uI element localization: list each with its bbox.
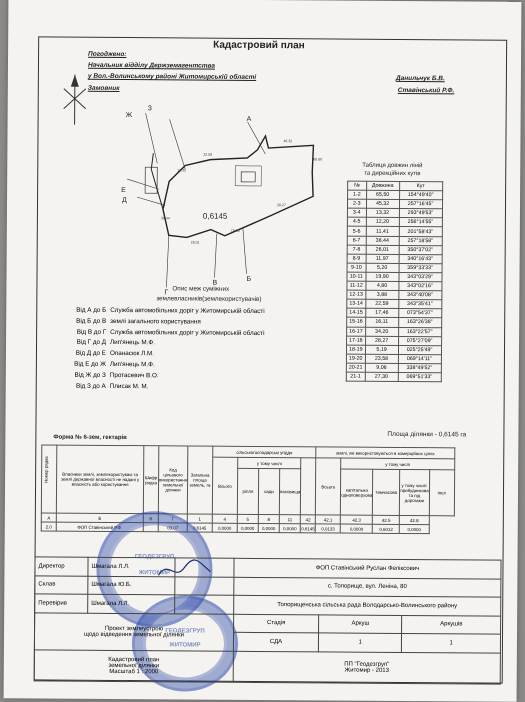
sheets-label: Аркушів (402, 615, 501, 634)
lines-cell-length: 28,27 (365, 336, 398, 345)
neighbor-owner: Плисак М. М. (109, 382, 149, 390)
neighbor-segment: Від В до Г (76, 328, 107, 336)
neighbor-row (66, 382, 265, 394)
neighbor-owner: Служба автомобільних доріг у Житомирській області (110, 328, 265, 337)
lines-cell-length: 9,08 (365, 363, 398, 372)
director-name: Шмагала Л.Л. (88, 557, 175, 576)
form6-data-row-cell: 0,0000 (279, 524, 300, 533)
form6-h-com-incl: у тому числі (341, 458, 454, 470)
project-line-1: Проект землеустрою (104, 625, 164, 632)
company-name: ПП "Геодезгруп" (344, 661, 390, 668)
form6-letters-row-cell: Б (56, 513, 143, 523)
lines-table-title-2: та дирекційних кутів (364, 170, 421, 178)
neighbor-owner: Протасевич В.О. (109, 371, 159, 380)
neighbors-title-1: Опис меж суміжних (172, 285, 230, 293)
neighbor-owner: Лип'янець М.Ф. (110, 339, 155, 347)
lines-cell-length: 38,44 (366, 236, 399, 245)
lines-cell-length: 13,32 (366, 209, 399, 218)
sheet-value: 1 (319, 633, 402, 652)
lines-cell-segment: 21-1 (346, 372, 365, 381)
neighbor-segment: Від А до Б (76, 306, 107, 314)
form6-letters-row-cell: 1 (187, 514, 212, 523)
neighbor-segment: Від З до А (76, 382, 106, 390)
form6-h-capital: капітальна одноповерхова (341, 469, 373, 515)
lines-cell-segment: 13-14 (347, 299, 366, 308)
form6-letters-row-cell: 42.3 (341, 515, 373, 524)
form6-h-pastures: пасовища (279, 469, 301, 515)
lines-cell-length: 16,11 (365, 318, 398, 327)
form6-table (41, 444, 455, 534)
lines-cell-segment: 20-21 (346, 363, 365, 372)
direction-d: Д (122, 197, 127, 205)
drafted-name: Шмагала Ю.Б. (88, 576, 175, 595)
form6-h-agri-total: Всього (212, 457, 237, 514)
form6-data-row-cell: 0,0000 (237, 523, 258, 532)
document-page (4, 0, 522, 702)
form6-data-row-cell: 0,0000 (258, 523, 279, 532)
form6-data-row-cell: ФОП Ставінський Р.Ф. (56, 522, 143, 532)
direction-b: Б (246, 275, 252, 283)
doc-name-1: Кадастровий план (108, 656, 160, 663)
neighbor-segment: Від Е до Ж (74, 360, 106, 368)
direction-g: Г (164, 289, 169, 297)
lines-cell-angle: 069°51'33" (398, 372, 441, 381)
direction-zh: Ж (125, 112, 133, 120)
form6-letters-row-cell: Г (158, 514, 187, 523)
form6-h-owners: Власники землі, землекористувачі та землі державної власності не надані у власність або користування (56, 445, 143, 514)
svg-text:26.01: 26.01 (190, 240, 200, 245)
form6-letters-row-cell: 42 (301, 515, 316, 524)
lines-cell-segment: 14-15 (347, 308, 366, 317)
lines-cell-angle: 293°49'53" (399, 209, 442, 218)
doc-name-2: земельної ділянки (108, 662, 160, 669)
lines-cell-angle: 340°16'43" (399, 254, 442, 263)
form6-h-gardens: сади (258, 468, 279, 514)
lines-cell-segment: 18-19 (346, 345, 365, 354)
lines-cell-angle: 163°22'57" (398, 327, 441, 336)
lines-cell-segment: 3-4 (347, 208, 366, 217)
form6-h-yard: у тому числі: прибудинкова та під дорогами (400, 469, 430, 515)
lines-table (346, 181, 443, 383)
neighbors-title-2: землевласників(землекористувачів) (156, 295, 262, 303)
title-block (34, 556, 502, 684)
stage-value: СДА (233, 632, 318, 651)
lines-cell-angle: 025°25'49" (398, 345, 441, 354)
lines-cell-angle: 343°03'29" (399, 272, 442, 281)
lines-cell-angle: 359°33'33" (399, 263, 442, 272)
lines-cell-length: 5,19 (365, 345, 398, 354)
lines-cell-angle: 343°40'08" (398, 291, 441, 300)
lines-cell-segment: 12-13 (347, 290, 366, 299)
lines-cell-angle: 343°02'16" (398, 281, 441, 290)
approver-title-2: у Вол.-Волинському районі Житомирській області (87, 72, 257, 81)
svg-text:45.32: 45.32 (283, 139, 293, 144)
direction-a: А (246, 115, 252, 123)
lines-cell-length: 22,59 (365, 299, 398, 308)
project-line-2: щодо відведення земельної ділянки (83, 631, 185, 638)
form6-h-rownum: Номер рядка (41, 445, 56, 513)
svg-text:65.50: 65.50 (313, 157, 323, 162)
lines-cell-angle: 338°49'52" (398, 363, 441, 372)
north-arrow-icon (60, 73, 90, 127)
owner-name: ФОП Ставінський Руслан Феліксович (234, 558, 501, 578)
lines-header-no: № (348, 181, 367, 190)
lines-cell-segment: 11-12 (347, 281, 366, 290)
neighbor-owner: Служба автомобільних доріг у Житомирській області (110, 306, 265, 316)
neighbor-segment: Від Г до Д (76, 339, 107, 347)
form6-h-agri-incl: у тому числі (238, 457, 301, 468)
neighbor-owner: Опанасюк Л.М. (109, 350, 155, 358)
lines-cell-angle: 069°14'11" (398, 354, 441, 363)
lines-cell-length: 34,20 (365, 327, 398, 336)
form6-h-commercial: землі, які використовуються в комерційних цілях (316, 447, 454, 459)
lines-cell-segment: 2-3 (347, 199, 366, 208)
checked-label: Перевірив (35, 594, 88, 613)
form6-letters-row-cell: 42.1 (316, 515, 341, 524)
neighbors-list (66, 307, 265, 395)
lines-cell-length: 26,01 (366, 245, 399, 254)
checked-name: Шмагала Л.Л. (88, 594, 175, 613)
sheets-value: 1 (402, 633, 501, 652)
company-stamp-2: ГЕОДЕЗГРУП ЖИТОМИР (132, 595, 239, 692)
lines-cell-angle: 350°37'02" (399, 245, 442, 254)
lines-cell-angle: 201°58'43" (399, 227, 442, 236)
direction-e: Е (121, 187, 126, 195)
form6-h-temporary: тимчасова (373, 469, 400, 515)
form6-data-row-cell: 0,0000 (400, 524, 429, 533)
form6-letters-row-cell: 42.5 (373, 515, 400, 524)
form6-letters-row-cell: 5 (237, 514, 258, 523)
form6-data-row-cell: 0,0000 (212, 523, 237, 532)
svg-text:38.44: 38.44 (160, 216, 170, 221)
lines-cell-angle: 075°27'09" (398, 336, 441, 345)
lines-cell-angle: 257°18'58" (399, 236, 442, 245)
form6-area: Площа ділянки - 0,6145 га (387, 430, 467, 439)
lines-cell-length: 12,20 (366, 218, 399, 227)
owner-address: с. Топорище, вул. Леніна, 80 (234, 577, 501, 597)
form6-data-row-cell: 0,0133 (316, 524, 341, 533)
form6-h-com-total: Всього (316, 458, 341, 515)
lines-cell-segment: 9-10 (347, 263, 366, 272)
svg-text:22.59: 22.59 (203, 152, 213, 157)
svg-text:19.90: 19.90 (230, 228, 240, 233)
form6-letters-row-cell: 8 (258, 514, 279, 523)
lines-cell-segment: 1-2 (348, 190, 367, 199)
lines-cell-segment: 17-18 (347, 336, 366, 345)
drafted-label: Склав (35, 575, 88, 594)
form6-letters-row-cell: А (41, 513, 56, 522)
neighbor-owner: землі загального користування (110, 317, 201, 326)
form6-letters-row-cell: 42.8 (400, 515, 429, 524)
lines-cell-segment: 5-6 (347, 227, 366, 236)
lines-cell-angle: 343°35'41" (398, 300, 441, 309)
neighbor-segment: Від Б до В (76, 317, 107, 325)
form6-data-row-cell: 03.07 (158, 523, 187, 532)
lines-cell-segment: 7-8 (347, 245, 366, 254)
lines-cell-segment: 4-5 (347, 217, 366, 226)
lines-table-row (346, 372, 441, 382)
form6-h-purpose: Код цільового використання земельної ділянки (158, 446, 187, 514)
form6-caption: Форма № 6-зем, гектарів (53, 434, 127, 442)
svg-text:28.27: 28.27 (276, 203, 286, 208)
page-title: Кадастровий план (213, 39, 305, 52)
lines-cell-segment: 10-11 (347, 272, 366, 281)
form6-data-row-cell: 0,6145 (187, 523, 212, 532)
neighbor-segment: Від Д до Е (75, 349, 106, 358)
neighbor-segment: Від Ж до З (74, 371, 106, 379)
lines-cell-length: 5,20 (366, 263, 399, 272)
lines-cell-length: 17,46 (365, 309, 398, 318)
form6-data-row-cell: 0,6145 (301, 524, 316, 533)
lines-cell-length: 65,50 (366, 190, 399, 199)
form6-letters-row-cell: 11 (279, 515, 300, 524)
form6-letters-row-cell: В (143, 514, 158, 523)
lines-cell-length: 45,32 (366, 199, 399, 208)
stage-label: Стадія (234, 614, 319, 633)
plot-plan (106, 109, 347, 311)
agreed-label: Погоджено: (88, 50, 127, 59)
form6-data-row-cell: 2.0 (41, 522, 56, 531)
neighbor-owner: Лип'янець М.Ф. (109, 360, 155, 369)
lines-cell-length: 23,58 (365, 354, 398, 363)
lines-cell-length: 19,90 (366, 272, 399, 281)
customer-label: Замовник (87, 84, 120, 92)
approver-title-1: Начальник відділу Держземагентства (87, 61, 216, 70)
lines-header-length: Довжина (366, 181, 399, 190)
lines-cell-length: 11,97 (366, 254, 399, 263)
lines-cell-segment: 19-20 (346, 354, 365, 363)
direction-z: З (147, 105, 152, 113)
lines-header-angle: Кут (399, 181, 442, 190)
lines-cell-angle: 154°49'40" (399, 191, 442, 200)
lines-cell-angle: 257°16'45" (399, 200, 442, 209)
lines-cell-segment: 15-16 (347, 317, 366, 326)
form6-letters-row-cell: 4 (212, 514, 237, 523)
form6-h-code: Шифр рядка (143, 446, 158, 514)
form6-h-other: інші (429, 470, 454, 516)
form6-data-row-cell: 0,6012 (373, 524, 400, 533)
lines-cell-length: 3,88 (365, 290, 398, 299)
lines-cell-length: 4,80 (365, 281, 398, 290)
council-name: Топорищенська сільська рада Володарсько-Волинського району (234, 595, 501, 615)
sheet-label: Аркуш (319, 614, 402, 633)
lines-cell-segment: 16-17 (347, 327, 366, 336)
lines-cell-segment: 8-9 (347, 254, 366, 263)
director-label: Директор (35, 557, 88, 576)
lines-cell-angle: 163°26'38" (398, 318, 441, 327)
form6-h-total: Загальна площа земель, га (187, 446, 212, 514)
lines-cell-length: 27,30 (365, 372, 398, 381)
lines-cell-angle: 256°14'55" (399, 218, 442, 227)
plot-area-label: 0,6145 (202, 211, 228, 221)
lines-cell-angle: 073°54'37" (398, 309, 441, 318)
customer-signature: Ставінський Р.Ф. (397, 86, 455, 95)
city-year: Житомир - 2013 (344, 667, 389, 674)
lines-cell-length: 11,41 (366, 227, 399, 236)
form6-data-row-cell: 0,0000 (341, 524, 373, 533)
company-stamp: ГЕОДЕЗГРУП ЖИТОМИР (96, 511, 213, 628)
svg-text:13.32: 13.32 (177, 168, 187, 173)
lines-table-title-1: Таблиця довжин ліній (362, 162, 423, 170)
scale-label: Масштаб 1 : 2000 (109, 668, 159, 675)
approver-signature: Данильчук Б.В. (395, 74, 445, 83)
lines-cell-segment: 6-7 (347, 236, 366, 245)
form6-h-agri: сільськогосподарські угіддя (213, 446, 316, 458)
direction-v: В (212, 279, 218, 287)
form6-h-arable: рілля (237, 468, 258, 514)
